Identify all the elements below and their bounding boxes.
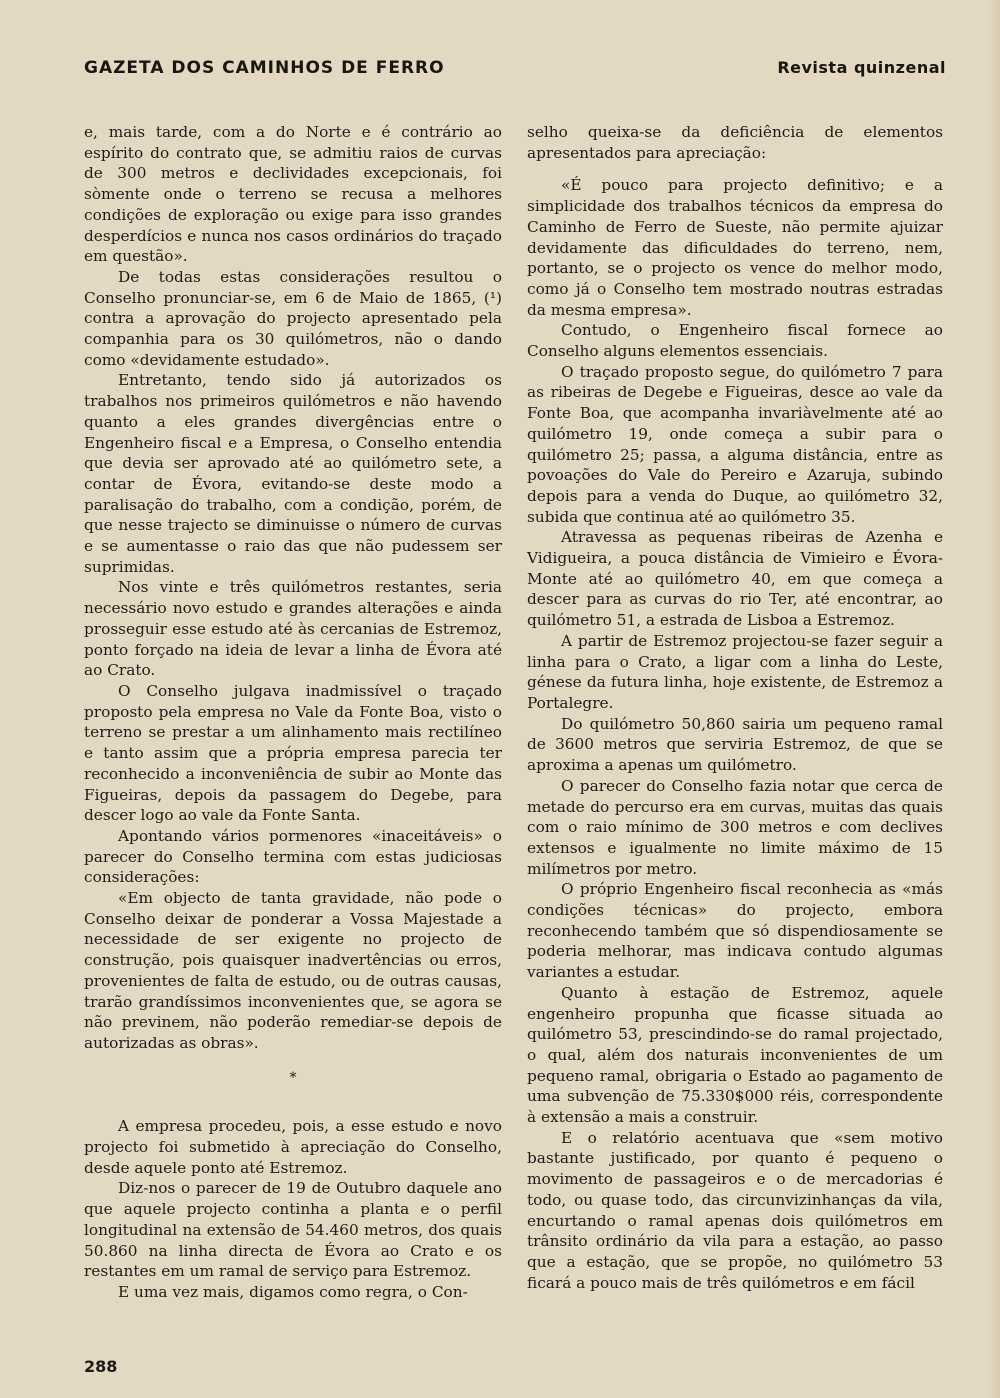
paragraph: Quanto à estação de Estremoz, aquele engenheiro propunha que ficasse situada ao quilómetro 53, prescindindo-se do ramal projectado, o qual, além dos naturais inconvenientes de um pequeno ramal, obrigaria o Estado ao pagamento de uma subvenção de 75.330$000 réis, correspondente à extensão a mais a construir. xyxy=(527,983,943,1127)
paragraph: Diz-nos o parecer de 19 de Outubro daquele ano que aquele projecto continha a planta e o perfil longitudinal na extensão de 54.460 metros, dos quais 50.860 na linha directa de Évora ao Crato e os restantes em um ramal de serviço para Estremoz. xyxy=(84,1179,502,1281)
paragraph: O Conselho julgava inadmissível o traçado proposto pela empresa no Vale da Fonte Boa, visto o terreno se prestar a um alinhamento mais rectilíneo e tanto assim que a própria empresa parecia ter reconhecido a inconveniência de subir ao Monte das Figueiras, depois da passagem do Degebe, para descer logo ao vale da Fonte Santa. xyxy=(84,681,502,825)
paragraph: selho queixa-se da deficiência de elementos apresentados para apreciação: xyxy=(527,123,943,162)
paragraph: Atravessa as pequenas ribeiras de Azenha e Vidigueira, a pouca distância de Vimieiro e Évora-Monte até ao quilómetro 40, em que começa a descer para as curvas do rio Ter, até encontrar, ao quilómetro 51, a estrada de Lisboa a Estremoz. xyxy=(527,528,943,630)
journal-title: GAZETA DOS CAMINHOS DE FERRO xyxy=(84,58,445,78)
paragraph: O traçado proposto segue, do quilómetro 7 para as ribeiras de Degebe e Figueiras, desce ao vale da Fonte Boa, que acompanha invariàvelmente até ao quilómetro 19, onde começa a subir para o quilómetro 25; passa, a alguma distância, entre as povoações do Vale do Pereiro e Azaruja, subindo depois para a venda do Duque, ao quilómetro 32, subida que continua até ao quilómetro 35. xyxy=(527,362,943,526)
paragraph: O próprio Engenheiro fiscal reconhecia as «más condições técnicas» do projecto, embora reconhecendo também que só dispendiosamente se poderia melhorar, mas indicava contudo algumas variantes a estudar. xyxy=(527,880,943,982)
quoted-paragraph: «É pouco para projecto definitivo; e a simplicidade dos trabalhos técnicos da empresa do Caminho de Ferro de Sueste, não permite ajuizar devidamente das dificuldades do terreno, nem, portanto, se o projecto os vence do melhor modo, como já o Conselho tem mostrado noutras estradas da mesma empresa». xyxy=(527,176,943,319)
paragraph: Apontando vários pormenores «inaceitáveis» o parecer do Conselho termina com estas judiciosas considerações: xyxy=(84,826,502,887)
running-header xyxy=(84,58,946,88)
paragraph: De todas estas considerações resultou o Conselho pronunciar-se, em 6 de Maio de 1865, (¹) contra a aprovação do projecto apresentado pela companhia para os 30 quilómetros, não o dando como «devidamente estudado». xyxy=(84,267,502,369)
paragraph: e, mais tarde, com a do Norte e é contrário ao espírito do contrato que, se admitiu raios de curvas de 300 metros e declividades excepcionais, foi sòmente onde o terreno se recusa a melhores condições de exploração ou exige para isso grandes desperdícios e nunca nos casos ordinários do traçado em questão». xyxy=(84,123,502,266)
paragraph: A partir de Estremoz projectou-se fazer seguir a linha para o Crato, a ligar com a linha do Leste, génese da futura linha, hoje existente, de Estremoz a Portalegre. xyxy=(527,631,943,712)
paragraph: Entretanto, tendo sido já autorizados os trabalhos nos primeiros quilómetros e não havendo quanto a eles grandes divergências entre o Engenheiro fiscal e a Empresa, o Conselho entendia que devia ser aprovado até ao quilómetro sete, a contar de Évora, evitando-se deste modo a paralisação do trabalho, com a condição, porém, de que nesse trajecto se diminuisse o número de curvas e se aumentasse o raio das que não pudessem ser suprimidas. xyxy=(84,371,502,576)
page-number: 288 xyxy=(84,1357,118,1376)
paragraph: Do quilómetro 50,860 sairia um pequeno ramal de 3600 metros que serviria Estremoz, de que se aproxima a apenas um quilómetro. xyxy=(527,714,943,775)
paragraph: A empresa procedeu, pois, a esse estudo e novo projecto foi submetido à apreciação do Conselho, desde aquele ponto até Estremoz. xyxy=(84,1117,502,1177)
paragraph: E uma vez mais, digamos como regra, o Con- xyxy=(118,1282,468,1301)
paragraph: E o relatório acentuava que «sem motivo bastante justificado, por quanto é pequeno o movimento de passageiros e o de mercadorias é todo, ou quase todo, das circunvizinhanças da vila, encurtando o ramal apenas dois quilómetros em trânsito ordinário da vila para a estação, ao passo que a estação, que se propõe, no quilómetro 53 ficará a pouco mais de três quilómetros e em fácil xyxy=(527,1128,943,1292)
journal-subtitle: Revista quinzenal xyxy=(777,58,946,77)
paragraph: Contudo, o Engenheiro fiscal fornece ao Conselho alguns elementos essenciais. xyxy=(527,321,943,361)
left-column xyxy=(84,122,502,1303)
page-edge-shadow xyxy=(988,0,1000,1398)
quoted-paragraph: «Em objecto de tanta gravidade, não pode o Conselho deixar de ponderar a Vossa Majestade a necessidade de ser exigente no projecto de construção, pois quaisquer inadvertências ou erros, provenientes de falta de estudo, ou de outras causas, trarão grandíssimos inconvenientes que, se agora se não previnem, não poderão remediar-se depois de autorizadas as obras». xyxy=(84,889,502,1052)
paragraph: O parecer do Conselho fazia notar que cerca de metade do percurso era em curvas, muitas das quais com o raio mínimo de 300 metros e com declives extensos e igualmente no limite máximo de 15 milímetros por metro. xyxy=(527,776,943,878)
paragraph: Nos vinte e três quilómetros restantes, seria necessário novo estudo e grandes alterações e ainda prosseguir esse estudo até às cercanias de Estremoz, ponto forçado na ideia de levar a linha de Évora até ao Crato. xyxy=(84,578,502,680)
right-column xyxy=(527,122,943,1293)
section-separator: * xyxy=(289,1069,297,1086)
